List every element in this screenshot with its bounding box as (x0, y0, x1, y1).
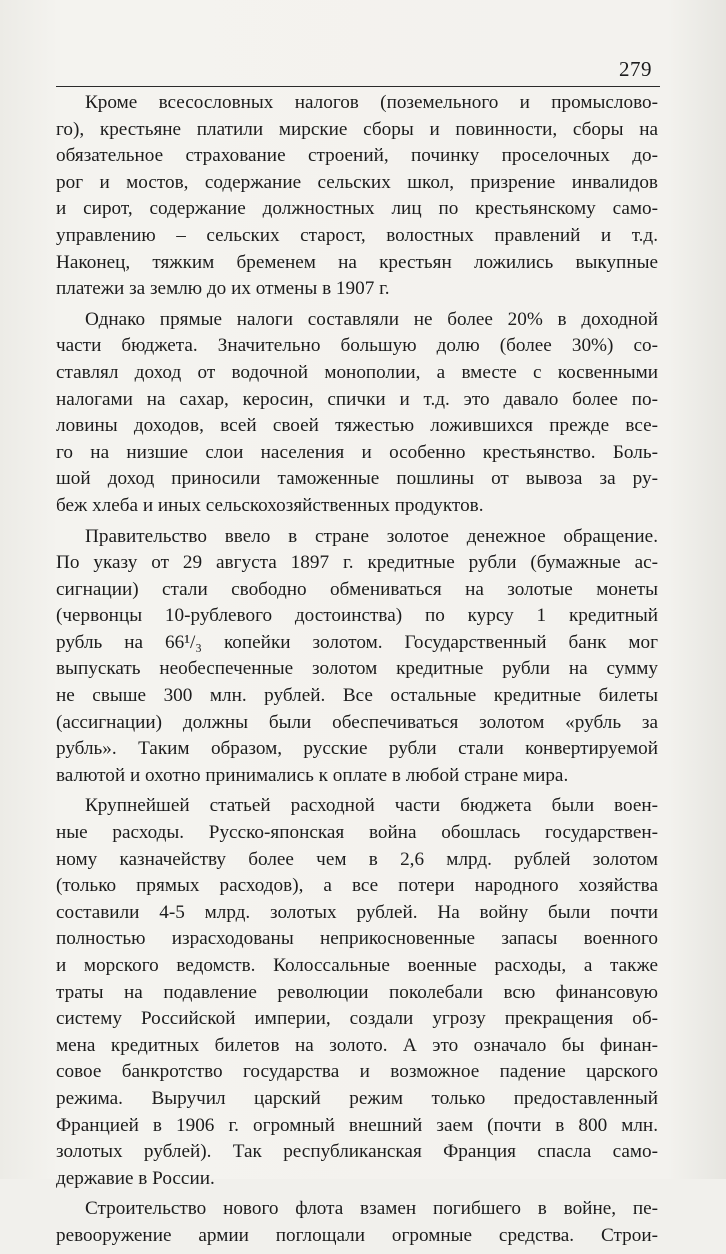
text-line: золотых рублей). Так республиканская Франция спасла само- (56, 1141, 658, 1163)
text-line: не свыше 300 млн. рублей. Все остальные кредитные билеты (56, 685, 658, 707)
text-line: режима. Выручил царский режим только предоставленный (56, 1087, 658, 1109)
text-line: державие в России. (56, 1167, 215, 1189)
text-line: выпускать необеспеченные золотом кредитные рубли на сумму (56, 658, 658, 680)
text-line: (только прямых расходов), а все потери народного хозяйства (56, 875, 658, 897)
header-rule (56, 86, 660, 87)
text-line: Правительство ввело в стране золотое денежное обращение. (85, 525, 658, 547)
paragraph (56, 90, 658, 303)
text-line: и морского ведомств. Колоссальные военные расходы, а также (56, 955, 658, 976)
text-line: По указу от 29 августа 1897 г. кредитные рубли (бумажные ас- (56, 552, 658, 574)
text-line: шой доход приносили таможенные пошлины от вывоза за ру- (56, 468, 658, 490)
text-line: Строительство нового флота взамен погибшего в войне, пе- (85, 1198, 658, 1220)
text-line: ному казначейству более чем в 2,6 млрд. рублей золотом (56, 848, 658, 870)
text-line: рубль на 66¹/₃ копейки золотом. Государственный банк мог (56, 631, 658, 653)
paragraph (56, 307, 658, 520)
paragraph (56, 524, 658, 790)
text-line: (червонцы 10-рублевого достоинства) по курсу 1 кредитный (56, 605, 658, 627)
text-line: Наконец, тяжким бременем на крестьян ложились выкупные (56, 251, 658, 273)
text-line: Крупнейшей статьей расходной части бюджета были воен- (85, 795, 658, 817)
page-number: 279 (619, 57, 652, 81)
text-line: систему Российской империи, создали угрозу прекращения об- (56, 1008, 658, 1030)
text-line: сигнации) стали свободно обмениваться на золотые монеты (56, 578, 658, 600)
text-line: беж хлеба и иных сельскохозяйственных продуктов. (56, 494, 484, 516)
text-line: ные расходы. Русско-японская война обошлась государствен- (56, 822, 658, 844)
text-line: го), крестьяне платили мирские сборы и повинности, сборы на (56, 118, 658, 140)
text-line: валютой и охотно принимались к оплате в любой стране мира. (56, 764, 569, 786)
text-line: ставлял доход от водочной монополии, а вместе с косвенными (56, 361, 658, 383)
text-line: ревооружение армии поглощали огромные средства. Строи- (56, 1224, 658, 1246)
text-line: траты на подавление революции поколебали всю финансовую (56, 981, 658, 1003)
text-line: Однако прямые налоги составляли не более 20% в доходной (85, 308, 658, 330)
text-line: составили 4-5 млрд. золотых рублей. На войну были почти (56, 901, 658, 923)
text-line: налогами на сахар, керосин, спички и т.д. это давало более по- (56, 388, 658, 410)
text-line: совое банкротство государства и возможное падение царского (56, 1061, 658, 1083)
text-line: мена кредитных билетов на золото. А это означало бы финан- (56, 1034, 658, 1056)
text-line: обязательное страхование строений, починку проселочных до- (56, 145, 658, 167)
text-line: полностью израсходованы неприкосновенные запасы военного (56, 928, 658, 950)
body-text (56, 90, 658, 1254)
text-line: рог и мостов, содержание сельских школ, призрение инвалидов (56, 171, 658, 193)
text-line: ловины доходов, всей своей тяжестью ложившихся прежде все- (56, 415, 658, 437)
text-line: части бюджета. Значительно большую долю (более 30%) со- (56, 335, 658, 357)
text-line: (ассигнации) должны были обеспечиваться золотом «рубль за (56, 711, 658, 733)
text-line: и сирот, содержание должностных лиц по крестьянскому само- (56, 198, 658, 220)
text-line: Францией в 1906 г. огромный внешний заем (почти в 800 млн. (56, 1114, 658, 1136)
text-line: го на низшие слои населения и особенно крестьянство. Боль- (56, 441, 658, 463)
text-line: Кроме всесословных налогов (поземельного и промыслово- (85, 92, 658, 113)
text-line: рубль». Таким образом, русские рубли стали конвертируемой (56, 738, 658, 760)
text-line: управлению – сельских старост, волостных правлений и т.д. (56, 224, 658, 246)
text-line: платежи за землю до их отмены в 1907 г. (56, 278, 390, 300)
paragraph (56, 1196, 658, 1249)
paragraph (56, 793, 658, 1192)
